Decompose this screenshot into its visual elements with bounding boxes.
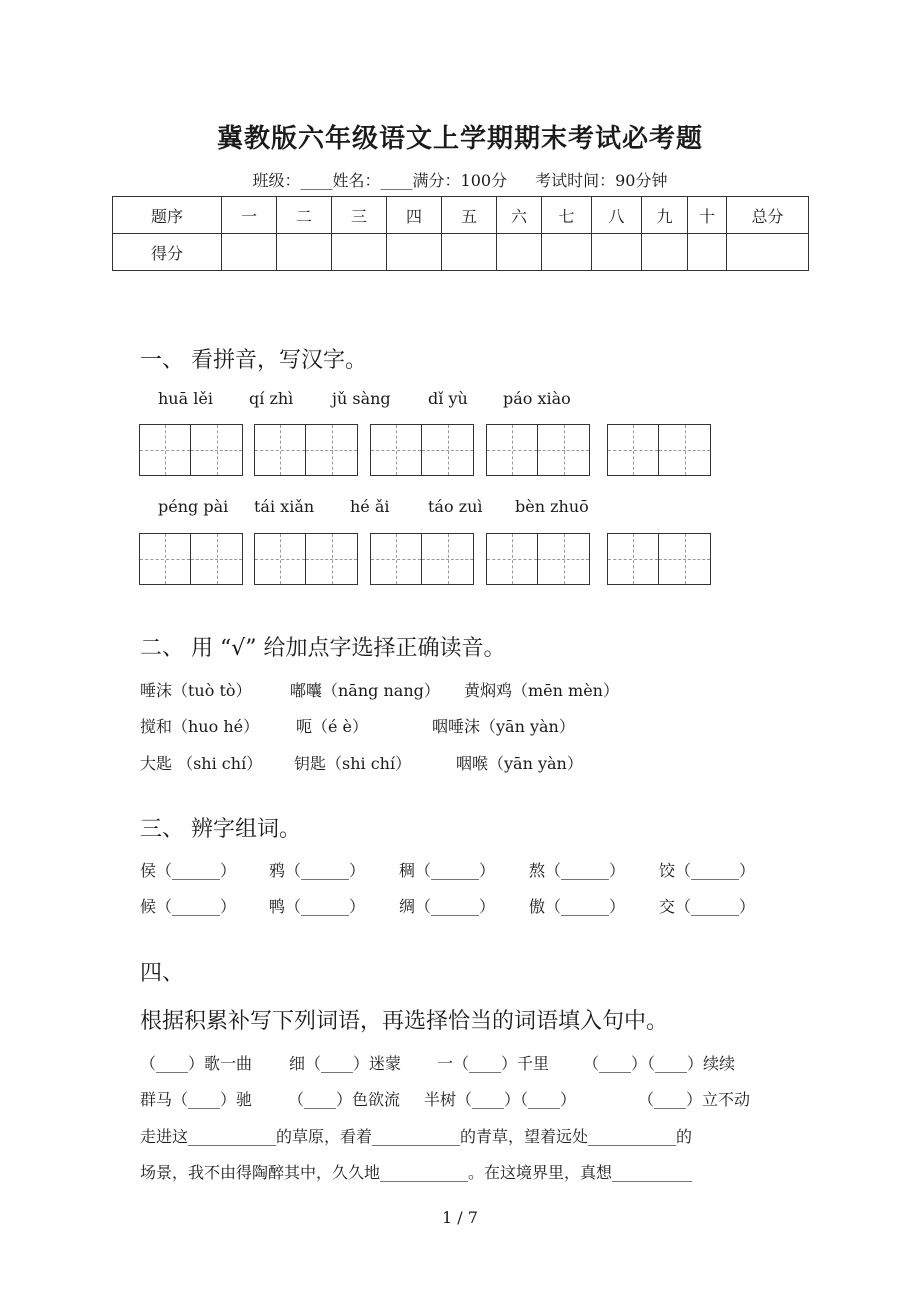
score-input-cell[interactable] [688, 234, 727, 271]
score-input-cell[interactable] [542, 234, 592, 271]
name-label: 姓名： [332, 171, 381, 190]
grid-cell[interactable] [370, 533, 422, 585]
section3-heading: 三、 辨字组词。 [140, 817, 301, 842]
writing-grid[interactable] [139, 533, 243, 586]
score-table-header-row [113, 197, 809, 234]
score-cell: 七 [542, 197, 592, 234]
reading-item[interactable]: 呃（é è） [296, 717, 369, 736]
idiom-blank[interactable]: 一（____）千里 [437, 1054, 550, 1073]
idiom-blank[interactable]: （____）色欲流 [288, 1090, 401, 1109]
word-blank[interactable]: 绸（______） [399, 897, 496, 916]
score-input-cell[interactable] [387, 234, 442, 271]
paragraph-line[interactable]: 走进这___________的草原，看着___________的青草，望着远处___________的 [140, 1127, 693, 1146]
grid-cell[interactable] [486, 424, 538, 476]
grid-cell[interactable] [607, 533, 659, 585]
grid-cell[interactable] [659, 424, 711, 476]
idiom-blank[interactable]: （____）（____）续续 [583, 1054, 736, 1073]
grid-cell[interactable] [538, 424, 590, 476]
full-score: 满分：100分 [412, 171, 508, 190]
grid-cell[interactable] [306, 533, 358, 585]
page-title: 冀教版六年级语文上学期期末考试必考题 [216, 124, 703, 154]
reading-item[interactable]: 咽喉（yān yàn） [456, 754, 583, 773]
pinyin-label: táo zuì [428, 497, 483, 516]
score-cell: 题序 [113, 197, 222, 234]
pinyin-label: bèn zhuō [515, 497, 589, 516]
score-row-label: 得分 [113, 234, 222, 271]
score-input-cell[interactable] [592, 234, 642, 271]
score-table [112, 196, 809, 271]
word-blank[interactable]: 傲（______） [529, 897, 626, 916]
reading-item[interactable]: 黄焖鸡（mēn mèn） [464, 681, 619, 700]
score-table-score-row [113, 234, 809, 271]
exam-info [0, 168, 920, 191]
paragraph-line[interactable]: 场景，我不由得陶醉其中，久久地___________。在这境界里，真想__________ [140, 1163, 693, 1182]
score-input-cell[interactable] [222, 234, 277, 271]
grid-cell[interactable] [191, 533, 243, 585]
word-blank[interactable]: 熬（______） [529, 861, 626, 880]
pinyin-label: péng pài [158, 497, 229, 516]
score-cell: 二 [277, 197, 332, 234]
writing-grid[interactable] [370, 424, 474, 477]
reading-item[interactable]: 咽唾沫（yān yàn） [432, 717, 575, 736]
grid-cell[interactable] [422, 533, 474, 585]
exam-time: 考试时间：90分钟 [535, 171, 668, 190]
writing-grid[interactable] [139, 424, 243, 477]
section1-heading: 一、 看拼音，写汉字。 [140, 348, 367, 373]
pinyin-label: tái xiǎn [254, 497, 315, 516]
pinyin-label: jǔ sàng [332, 389, 391, 408]
idiom-blank[interactable]: 细（____）迷蒙 [289, 1054, 402, 1073]
pinyin-label: huā lěi [158, 389, 213, 408]
idiom-blank[interactable]: 群马（____）驰 [140, 1090, 253, 1109]
score-cell: 一 [222, 197, 277, 234]
class-label: 班级： [252, 171, 301, 190]
pinyin-label: dǐ yù [428, 389, 468, 408]
reading-item[interactable]: 钥匙（shi chí） [294, 754, 412, 773]
grid-cell[interactable] [538, 533, 590, 585]
score-cell: 六 [497, 197, 542, 234]
word-blank[interactable]: 侯（______） [140, 861, 237, 880]
class-blank: ____ [300, 171, 333, 190]
reading-item[interactable]: 搅和（huo hé） [140, 717, 260, 736]
score-cell: 五 [442, 197, 497, 234]
word-blank[interactable]: 候（______） [140, 897, 237, 916]
score-cell: 总分 [727, 197, 809, 234]
writing-grid[interactable] [254, 424, 358, 477]
name-blank: ____ [380, 171, 413, 190]
score-cell: 九 [642, 197, 688, 234]
reading-item[interactable]: 大匙 （shi chí） [140, 754, 263, 773]
score-input-cell[interactable] [442, 234, 497, 271]
section4-heading: 四、 [140, 961, 185, 986]
score-input-cell[interactable] [497, 234, 542, 271]
reading-item[interactable]: 嘟囔（nāng nang） [290, 681, 440, 700]
writing-grid[interactable] [370, 533, 474, 586]
score-input-cell[interactable] [642, 234, 688, 271]
pinyin-label: hé ǎi [350, 497, 390, 516]
grid-cell[interactable] [139, 533, 191, 585]
idiom-blank[interactable]: （____）歌一曲 [140, 1054, 253, 1073]
grid-cell[interactable] [607, 424, 659, 476]
score-input-cell[interactable] [277, 234, 332, 271]
writing-grid[interactable] [607, 533, 711, 586]
word-blank[interactable]: 交（______） [659, 897, 756, 916]
score-cell: 十 [688, 197, 727, 234]
grid-cell[interactable] [659, 533, 711, 585]
score-input-cell[interactable] [727, 234, 809, 271]
reading-item[interactable]: 唾沫（tuò tò） [140, 681, 252, 700]
score-cell: 四 [387, 197, 442, 234]
word-blank[interactable]: 鸦（______） [269, 861, 366, 880]
page-number: 1 / 7 [442, 1208, 478, 1227]
word-blank[interactable]: 稠（______） [399, 861, 496, 880]
writing-grid[interactable] [607, 424, 711, 477]
section2-heading: 二、 用 “√” 给加点字选择正确读音。 [140, 636, 506, 661]
idiom-blank[interactable]: （____）立不动 [638, 1090, 751, 1109]
pinyin-label: qí zhì [249, 389, 294, 408]
writing-grid[interactable] [486, 424, 590, 477]
score-cell: 三 [332, 197, 387, 234]
grid-cell[interactable] [370, 424, 422, 476]
grid-cell[interactable] [139, 424, 191, 476]
grid-cell[interactable] [486, 533, 538, 585]
section4-subheading: 根据积累补写下列词语，再选择恰当的词语填入句中。 [140, 1009, 669, 1034]
writing-grid[interactable] [486, 533, 590, 586]
score-input-cell[interactable] [332, 234, 387, 271]
grid-cell[interactable] [254, 424, 306, 476]
idiom-blank[interactable]: 半树（____）（____） [424, 1090, 577, 1109]
writing-grid[interactable] [254, 533, 358, 586]
word-blank[interactable]: 饺（______） [659, 861, 756, 880]
grid-cell[interactable] [306, 424, 358, 476]
score-cell: 八 [592, 197, 642, 234]
pinyin-label: páo xiào [503, 389, 571, 408]
grid-cell[interactable] [422, 424, 474, 476]
grid-cell[interactable] [191, 424, 243, 476]
grid-cell[interactable] [254, 533, 306, 585]
word-blank[interactable]: 鸭（______） [269, 897, 366, 916]
